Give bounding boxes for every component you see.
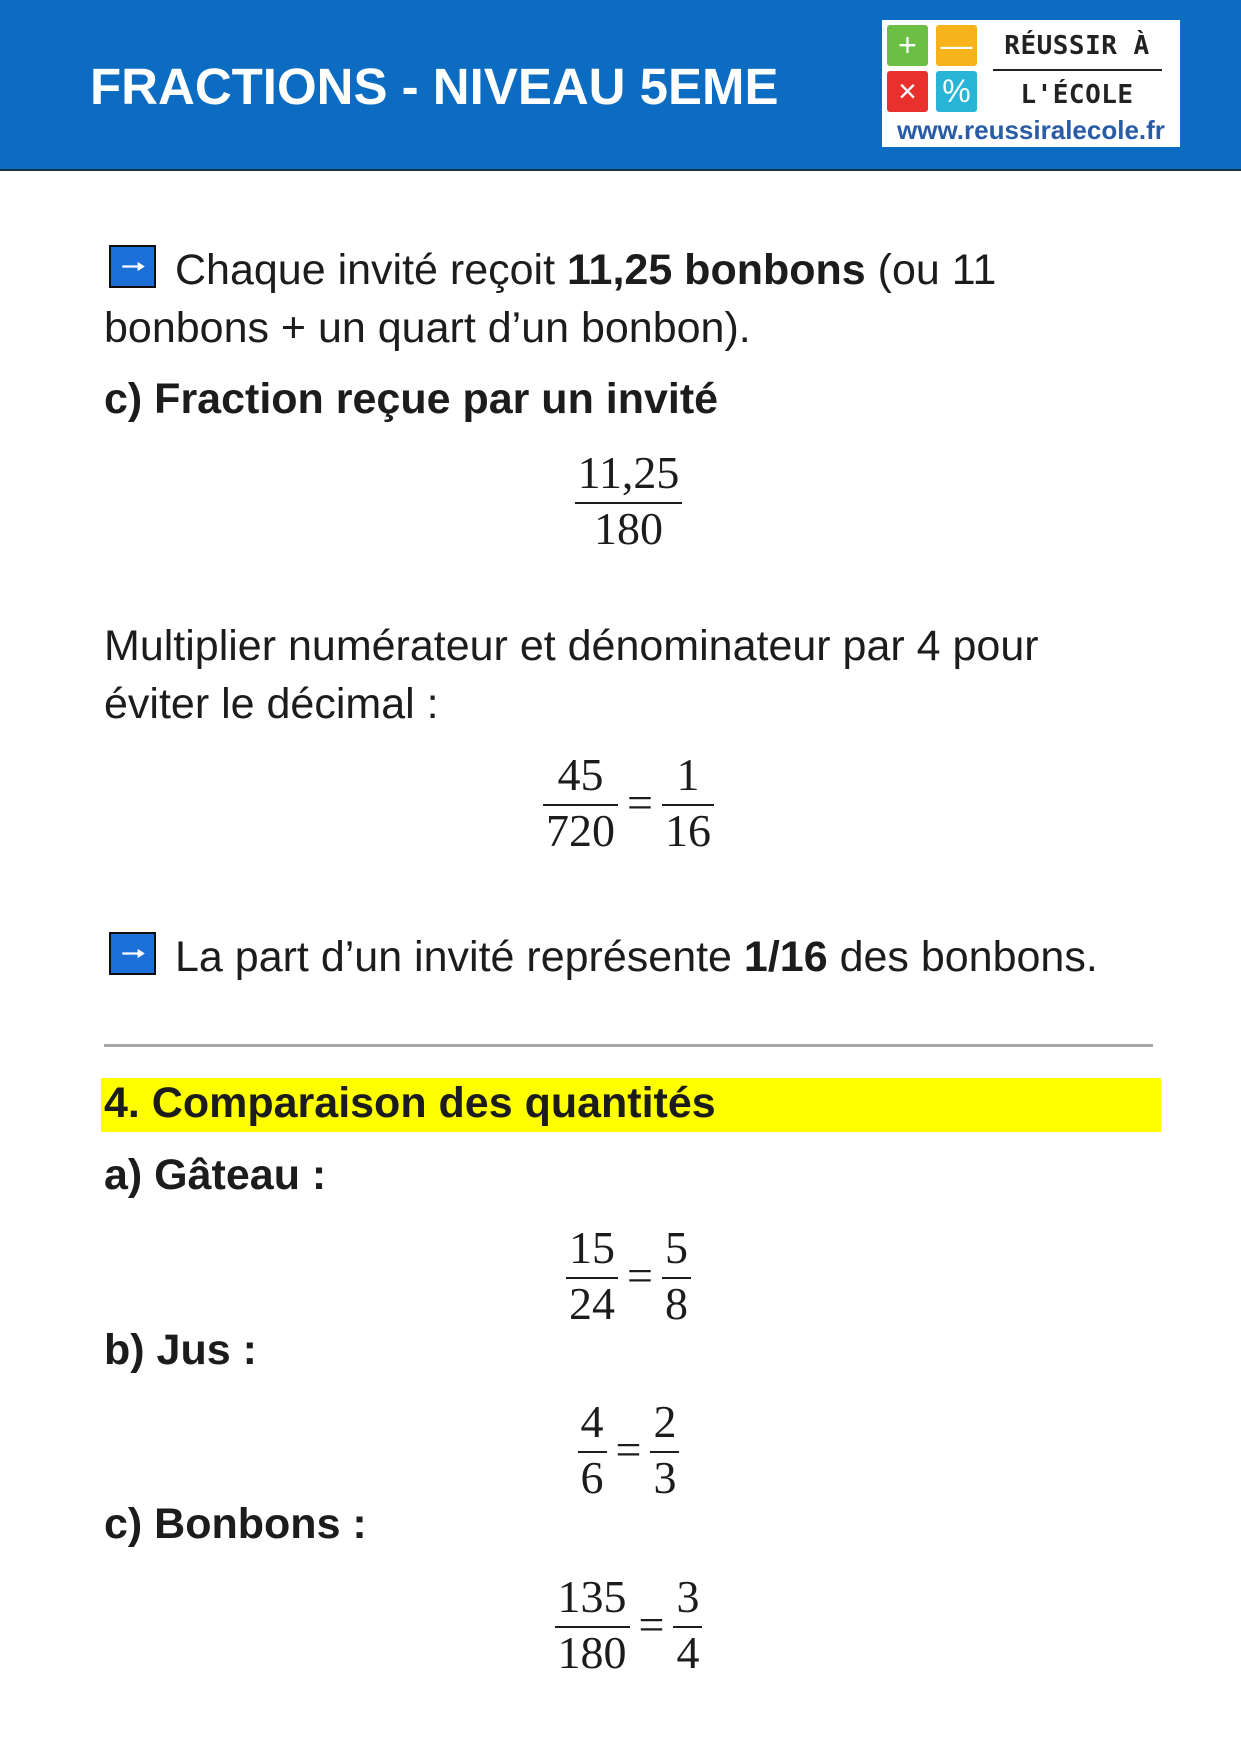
right-arrow-glyph	[111, 247, 154, 286]
denominator: 8	[664, 1278, 688, 1329]
denominator: 6	[580, 1452, 604, 1503]
minus-icon: —	[936, 25, 977, 66]
explanation-text: Multiplier numérateur et dénominateur par 4 pour éviter le décimal :	[104, 622, 1039, 728]
percent-icon: %	[936, 71, 977, 112]
fraction-right	[650, 1397, 679, 1503]
numerator: 5	[664, 1222, 688, 1273]
numerator: 4	[580, 1396, 604, 1447]
numerator: 1	[676, 749, 700, 800]
site-logo	[882, 20, 1180, 147]
equals-sign: =	[627, 777, 653, 828]
equals-sign: =	[615, 1424, 642, 1475]
section-c-heading: c) Fraction reçue par un invité	[104, 375, 719, 423]
fraction	[575, 448, 683, 554]
section-4-highlight	[101, 1078, 1161, 1132]
equation-gateau	[104, 1223, 1153, 1329]
numerator: 135	[557, 1571, 627, 1622]
fraction-left	[555, 1572, 630, 1678]
logo-title-line1: RÉUSSIR À	[1004, 31, 1150, 61]
right-arrow-icon	[109, 245, 156, 288]
conclusion-value: 1/16	[743, 933, 828, 981]
denominator: 16	[664, 805, 711, 856]
fraction-right	[662, 750, 714, 856]
item-label-gateau: a) Gâteau :	[104, 1151, 327, 1199]
denominator: 4	[676, 1627, 700, 1678]
denominator: 24	[569, 1278, 616, 1329]
section-divider	[104, 1044, 1153, 1047]
right-arrow-glyph	[111, 934, 154, 973]
simplification-equation	[104, 750, 1153, 856]
page-title: FRACTIONS - NIVEAU 5EME	[90, 58, 779, 115]
result-text-end: (ou 11 bonbons + un quart d’un bonbon).	[104, 246, 997, 352]
numerator: 2	[653, 1396, 677, 1447]
result-text-start: Chaque invité reçoit	[175, 246, 567, 294]
fraction-right	[673, 1572, 702, 1678]
fraction-left	[566, 1223, 618, 1329]
equation-bonbons	[104, 1572, 1153, 1678]
fraction-left	[543, 750, 618, 856]
right-arrow-icon	[109, 932, 156, 975]
page-header	[0, 0, 1241, 171]
numerator: 11,25	[577, 447, 680, 498]
equals-sign: =	[638, 1599, 665, 1650]
fraction-received	[104, 448, 1153, 554]
item-label-jus: b) Jus :	[104, 1326, 257, 1374]
fraction-left	[578, 1397, 607, 1503]
plus-icon: +	[887, 25, 928, 66]
equation-jus	[104, 1397, 1153, 1503]
conclusion-text-start: La part d’un invité représente	[175, 933, 744, 981]
multiply-icon: ×	[887, 71, 928, 112]
item-label-bonbons: c) Bonbons :	[104, 1500, 367, 1548]
fraction-right	[662, 1223, 691, 1329]
denominator: 180	[593, 503, 663, 554]
logo-divider	[993, 69, 1162, 71]
result-value: 11,25 bonbons	[567, 246, 866, 294]
section-4-heading: 4. Comparaison des quantités	[104, 1079, 716, 1127]
denominator: 180	[557, 1627, 627, 1678]
denominator: 720	[546, 805, 616, 856]
conclusion-line	[104, 928, 1153, 986]
equals-sign: =	[627, 1250, 653, 1301]
conclusion-text-end: des bonbons.	[827, 933, 1098, 981]
numerator: 45	[557, 749, 604, 800]
logo-title-line2: L'ÉCOLE	[1020, 80, 1134, 110]
denominator: 3	[653, 1452, 677, 1503]
result-line	[104, 241, 1104, 357]
logo-url: www.reussiralecole.fr	[897, 115, 1165, 145]
numerator: 15	[569, 1222, 616, 1273]
numerator: 3	[676, 1571, 700, 1622]
